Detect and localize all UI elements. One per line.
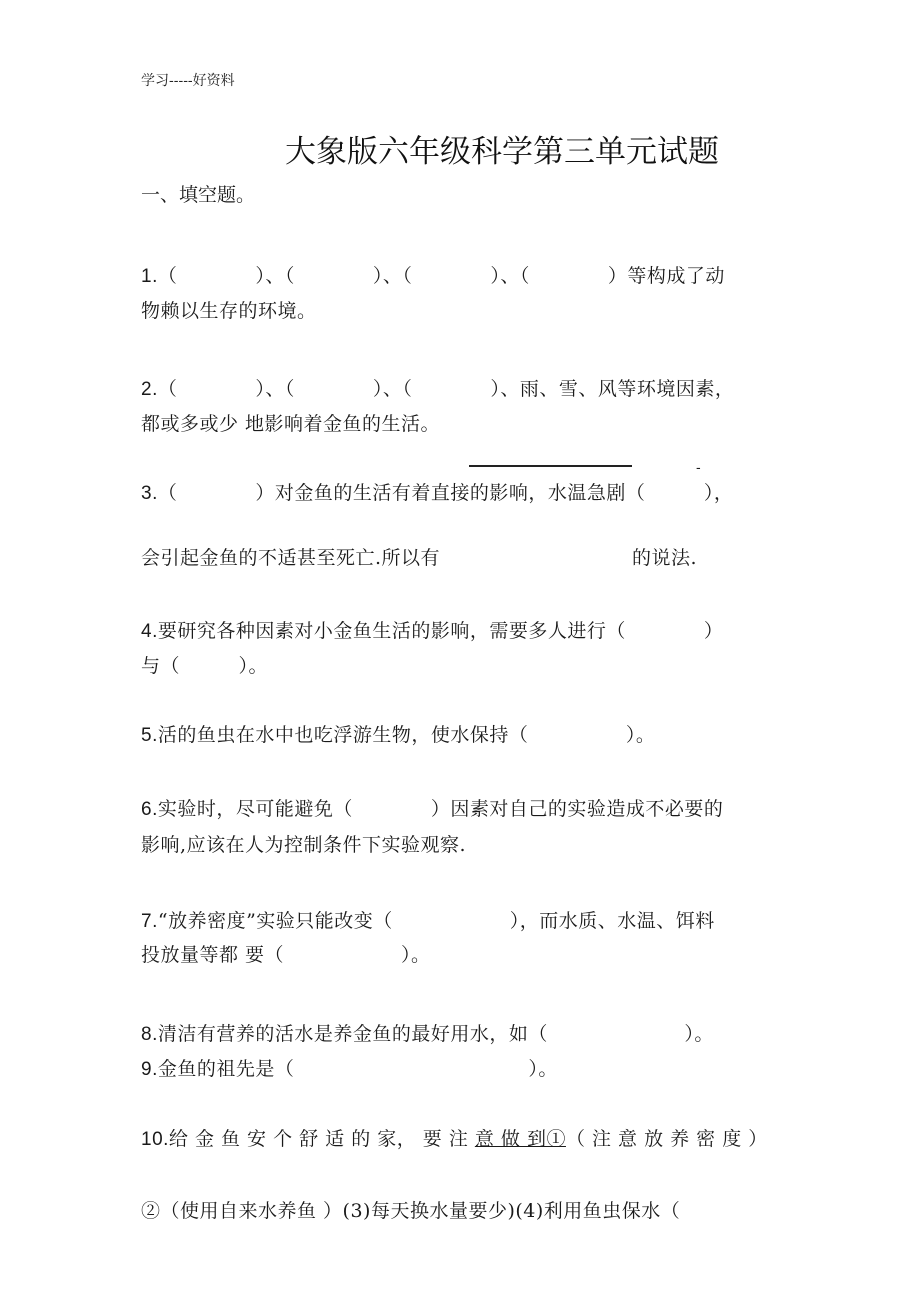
horizontal-rule [469, 465, 632, 467]
question-number: 8. [141, 1024, 158, 1045]
question-number: 7. [141, 911, 158, 932]
question-number: 10. [141, 1129, 169, 1150]
question-text-end: （ 注 意 放 养 密 度 ） [565, 1128, 768, 1150]
question-3-line-2b: 的说法. [632, 547, 698, 569]
underlined-text: 意 做 到① [474, 1128, 566, 1150]
question-text: 给 金 鱼 安 个 舒 适 的 家， 要 注 [168, 1128, 475, 1150]
section-heading: 一、填空题。 [141, 184, 256, 206]
question-number: 3. [141, 483, 158, 504]
question-text: 实验时，尽可能避免（ ）因素对自己的实验造成不必要的 [157, 798, 724, 820]
page-title: 大象版六年级科学第三单元试题 [285, 134, 719, 170]
question-5-line-1 [141, 720, 655, 747]
question-2-line-2: 都或多或少 地影响着金鱼的生活。 [141, 413, 441, 435]
question-3-line-1 [141, 478, 733, 505]
question-4-line-2: 与（ ）。 [141, 655, 269, 677]
stray-dash: - [696, 459, 701, 475]
question-text: （ ）对金鱼的生活有着直接的影响，水温急剧（ ）， [157, 482, 734, 504]
question-text: 金鱼的祖先是（ ）。 [157, 1058, 558, 1080]
question-number: 5. [141, 725, 158, 746]
question-text: 清洁有营养的活水是养金鱼的最好用水，如（ ）。 [157, 1023, 714, 1045]
question-text: 活的鱼虫在水中也吃浮游生物，使水保持（ ）。 [157, 724, 656, 746]
header-note: 学习-----好资料 [141, 73, 235, 89]
question-7-line-1 [141, 906, 715, 933]
question-text: （ ）、（ ）、（ ）、雨、雪、风等环境因素， [157, 378, 735, 400]
question-number: 6. [141, 799, 158, 820]
question-6-line-2: 影响,应该在人为控制条件下实验观察. [141, 834, 467, 856]
question-text: “放养密度”实验只能改变（ ），而水质、水温、饵料 [157, 910, 715, 932]
question-1-line-2: 物赖以生存的环境。 [141, 300, 317, 322]
question-number: 9. [141, 1059, 158, 1080]
question-1-line-1 [141, 261, 725, 288]
question-9-line-1 [141, 1054, 558, 1081]
question-4-line-1 [141, 616, 723, 643]
question-10-line-2: ②（使用自来水养鱼 ）(3)每天换水量要少)(4)利用鱼虫保水（ [141, 1200, 681, 1222]
question-8-line-1 [141, 1019, 714, 1046]
question-10-line-1 [141, 1124, 768, 1151]
question-7-line-2: 投放量等都 要（ ）。 [141, 944, 431, 966]
question-3-line-2a: 会引起金鱼的不适甚至死亡.所以有 [141, 547, 441, 569]
question-text: （ ）、（ ）、（ ）、（ ）等构成了动 [157, 265, 725, 287]
question-6-line-1 [141, 794, 723, 821]
question-text: 要研究各种因素对小金鱼生活的影响，需要多人进行（ ） [157, 620, 724, 642]
question-number: 4. [141, 621, 158, 642]
question-2-line-1 [141, 374, 734, 401]
question-number: 2. [141, 379, 158, 400]
question-number: 1. [141, 266, 158, 287]
